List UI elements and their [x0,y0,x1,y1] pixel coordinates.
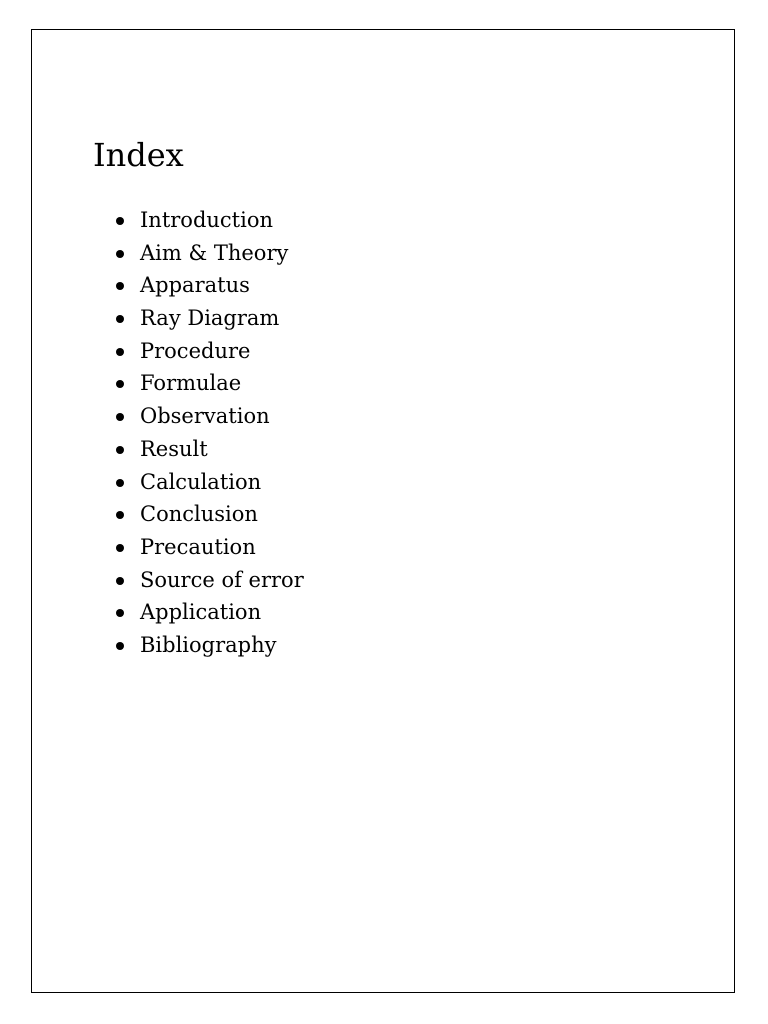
list-item-label: Formulae [140,371,242,396]
page [31,29,735,993]
list-item-label: Bibliography [140,632,277,657]
list-item-label: Aim & Theory [140,240,289,265]
list-item-label: Procedure [140,338,251,363]
list-item-label: Conclusion [140,502,258,527]
bullet-icon [116,217,124,225]
bullet-icon [116,282,124,290]
list-item-label: Precaution [140,534,256,559]
bullet-icon [116,577,124,585]
list-item-label: Observation [140,404,270,429]
bullet-icon [116,642,124,650]
bullet-icon [116,250,124,258]
bullet-icon [116,479,124,487]
bullet-icon [116,413,124,421]
bullet-icon [116,380,124,388]
bullet-icon [116,315,124,323]
list-item-label: Result [140,436,208,461]
list-item-label: Apparatus [140,273,250,298]
list-item-label: Application [140,600,262,625]
list-item-label: Introduction [140,208,273,232]
bullet-icon [116,446,124,454]
bullet-icon [116,609,124,617]
page-title: Index [93,136,184,174]
list-item-label: Source of error [140,567,304,592]
list-item-label: Calculation [140,469,262,494]
bullet-icon [116,348,124,356]
bullet-icon [116,511,124,519]
bullet-icon [116,544,124,552]
list-item-label: Ray Diagram [140,306,280,331]
